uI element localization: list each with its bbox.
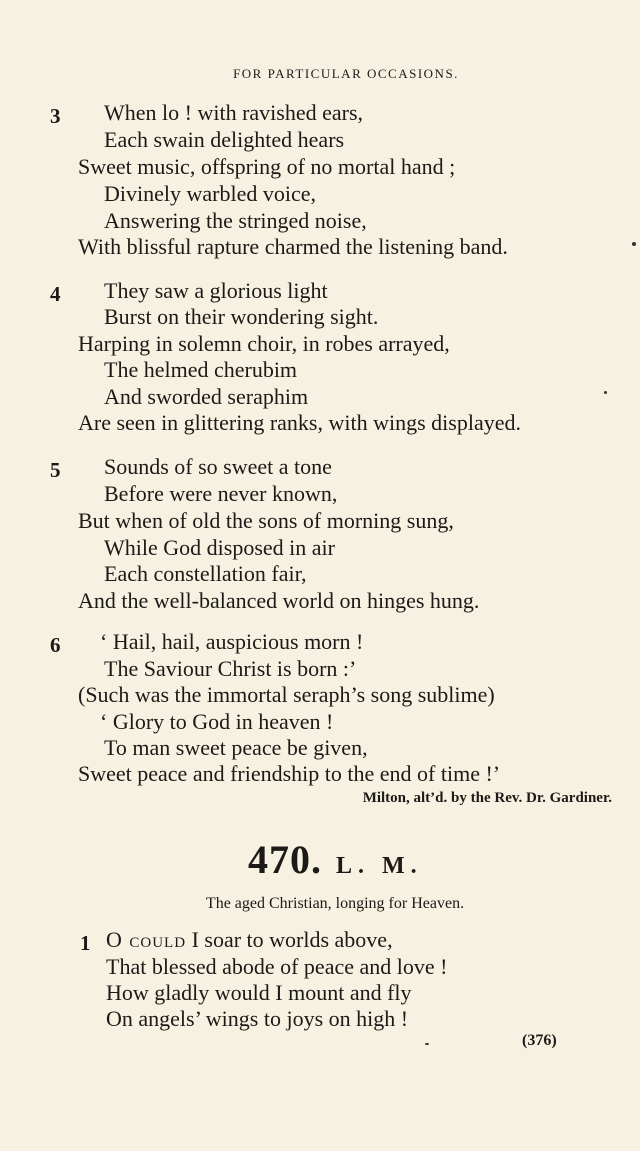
verse-line: On angels’ wings to joys on high !: [106, 1006, 409, 1031]
verse-line: Burst on their wondering sight.: [104, 304, 379, 329]
verse-line: They saw a glorious light: [104, 278, 328, 303]
verse-line: The Saviour Christ is born :’: [104, 656, 357, 681]
ink-speck: [632, 242, 636, 246]
hymn-meter: L. M.: [336, 853, 423, 879]
verse-line: When lo ! with ravished ears,: [104, 100, 364, 125]
stanza-number: 4: [50, 282, 61, 306]
verse-line: Sweet music, offspring of no mortal hand ;: [78, 154, 456, 179]
verse-line: Each constellation fair,: [104, 561, 307, 586]
verse-line: (Such was the immortal seraph’s song sublime): [78, 682, 495, 707]
verse-line: And sworded seraphim: [104, 384, 309, 409]
ink-speck: [604, 391, 607, 394]
first-line-rest: I soar to worlds above,: [186, 927, 393, 952]
verse-line: Each swain delighted hears: [104, 127, 345, 152]
verse-line: But when of old the sons of morning sung,: [78, 508, 454, 533]
hymn-number: 470.: [248, 837, 322, 882]
verse-line: How gladly would I mount and fly: [106, 980, 412, 1005]
page-number: (376): [522, 1032, 557, 1049]
verse-line: Answering the stringed noise,: [104, 208, 367, 233]
verse-line: Sounds of so sweet a tone: [104, 454, 332, 479]
running-head: FOR PARTICULAR OCCASIONS.: [233, 66, 459, 81]
verse-line: Harping in solemn choir, in robes arrayed,: [78, 331, 450, 356]
verse-line: Before were never known,: [104, 481, 338, 506]
verse-line: That blessed abode of peace and love !: [106, 954, 448, 979]
verse-line: The helmed cherubim: [104, 357, 298, 382]
stanza-number: 3: [50, 104, 61, 128]
attribution: Milton, alt’d. by the Rev. Dr. Gardiner.: [362, 790, 612, 806]
stanza-number: 5: [50, 458, 61, 482]
verse-line: ‘ Hail, hail, auspicious morn !: [100, 629, 364, 654]
verse-line: Sweet peace and friendship to the end of time !’: [78, 761, 501, 786]
verse-line: [106, 927, 393, 953]
verse-line: With blissful rapture charmed the listening band.: [78, 234, 508, 259]
verse-line: To man sweet peace be given,: [104, 735, 368, 760]
stanza-number: 1: [80, 931, 91, 955]
ink-speck: [425, 1043, 429, 1045]
hymn-subtitle: The aged Christian, longing for Heaven.: [205, 895, 465, 912]
verse-line: Divinely warbled voice,: [104, 181, 316, 206]
hymn-heading: [248, 836, 423, 883]
first-words: O could: [106, 927, 187, 952]
verse-line: Are seen in glittering ranks, with wings displayed.: [78, 410, 521, 435]
stanza-number: 6: [50, 633, 61, 657]
verse-line: ‘ Glory to God in heaven !: [100, 709, 334, 734]
verse-line: While God disposed in air: [104, 535, 335, 560]
verse-line: And the well-balanced world on hinges hung.: [78, 588, 480, 613]
